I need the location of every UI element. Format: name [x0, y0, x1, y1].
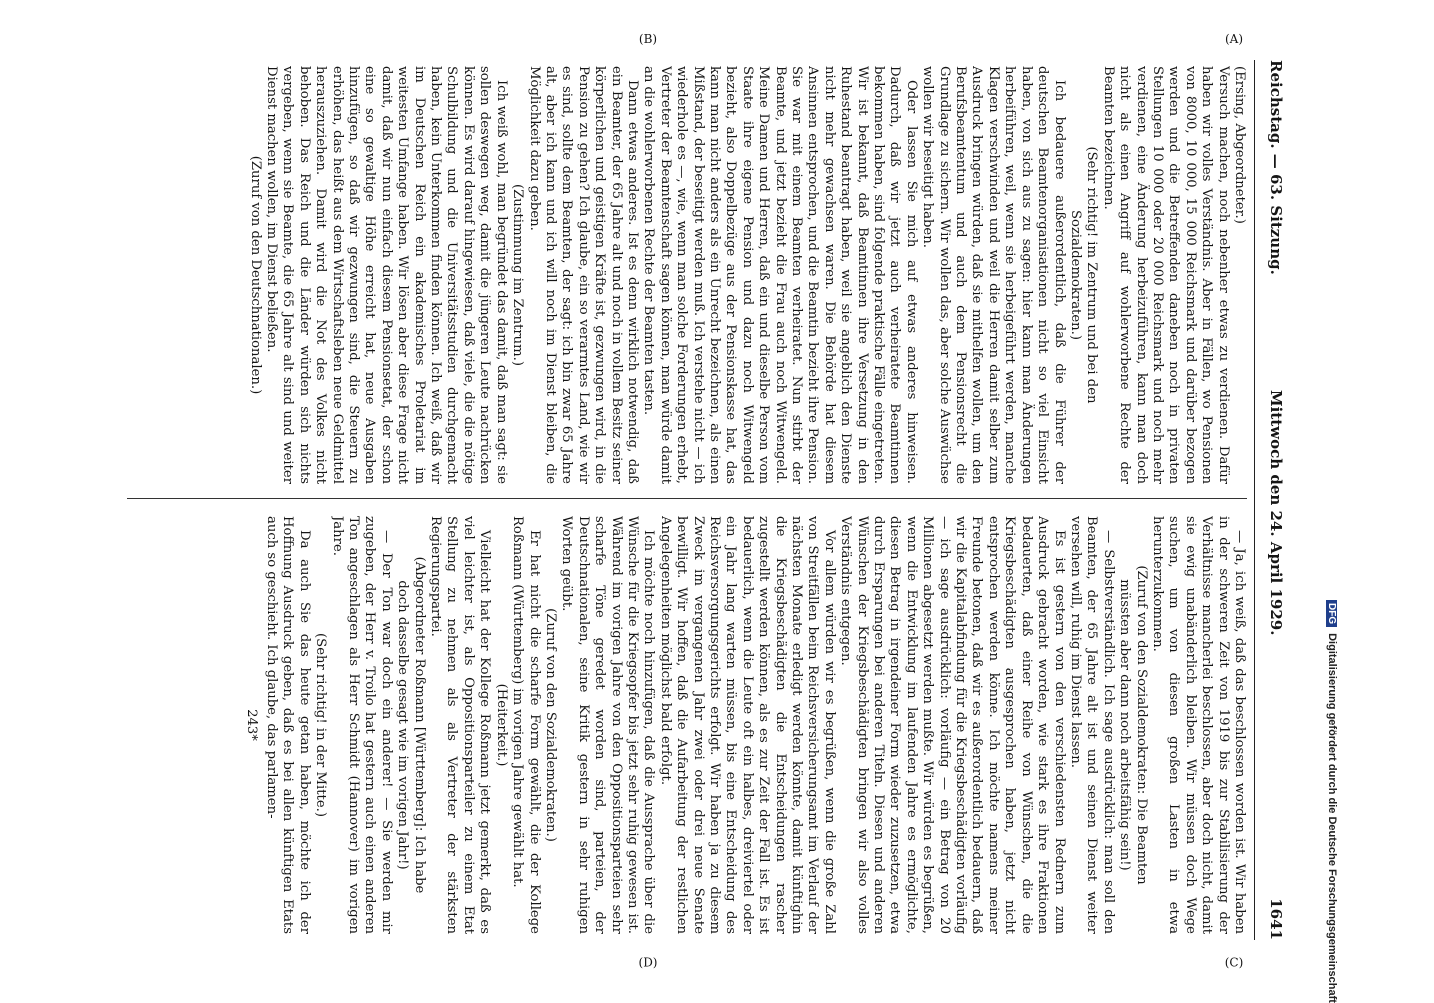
paragraph: — Der Ton war doch ein anderer! — Sie werden mir zugeben, der Herr v. Troilo hat gestern auch einen anderen Ton angeschlagen als Herr Schmidt (Hannover) im vorigen Jahre. [329, 516, 394, 934]
interjection: (Zuruf von den Deutschnationalen.) [247, 155, 263, 395]
paragraph: Dann etwas anderes. Ist es denn wirklich notwendig, daß ein Beamter, der 65 Jahre alt und noch in vollem Besitz seiner körperlichen und geistigen Kräfte ist, gezwungen wird, in die Pension zu gehen? Ich glaube, ein so verarmtes Land, wie wir es sind, sollte dem Beamten, der sagt: ich bin zwar 65 Jahre alt, aber ich kann und ich will noch im Dienst bleiben, die Möglichkeit dazu geben. [526, 66, 640, 484]
dfg-logo: DFG [1326, 600, 1337, 627]
interjection: (Zuruf von den Sozialdemokraten.) [542, 608, 558, 842]
header-session: Reichstag. — 63. Sitzung. [1267, 60, 1285, 275]
paragraph: — Ja, ich weiß, daß das beschlossen worden ist. Wir haben in der schweren Zeit von 1919 bis zur Stabilisierung der Verhältnisse mancherlei beschlossen, aber doch nicht, damit sie ewig unabänderlich bleiben. Wir müssen doch Wege suchen, um von diesen großen Lasten in etwa herunterzukommen. [1149, 516, 1247, 934]
paragraph: Oder lassen Sie mich auf etwas anderes hinweisen. Dadurch, daß wir jetzt auch verheiratete Beamtinnen bekommen haben, sind folgende praktische Fälle eingetreten. Wir ist bekannt, daß Beamtinnen ihre Versetzung in den Ruhestand beantragt haben, weil sie angeblich den Dienste nicht mehr gewachsen waren. Die Behörde hat diesem Ansinnen entsprochen, und die Beamtin bezieht ihre Pension. Sie war mit einem Beamten verheiratet. Nun stirbt der Beamte, und jetzt bezieht die Frau auch noch Witwengeld. Meine Damen und Herren, daß ein und dieselbe Person vom Staate ihre eigene Pension und dazu noch Witwengeld bezieht, also Doppelbezüge aus der Pensionskasse hat, das kann man nicht anders als ein Unrecht bezeichnen, als einen Mißstand, der beseitigt werden muß. Ich verstehe nicht — ich wiederhole es —, wie, wenn man solche Forderungen erhebt, Vertreter der Beamtenschaft sagen können, man würde damit an die wohlerworbenen Rechte der Beamten tasten. [641, 66, 919, 484]
digitization-credit [1326, 600, 1338, 1003]
paragraph: Ich möchte noch hinzufügen, daß die Aussprache über die Wünsche für die Kriegsopfer bis jetzt sehr ruhig gewesen ist. Während im vorigen Jahre von den Oppositionsparteien sehr scharfe Töne geredet worden sind, parteien, der Deutschnationalen, seine Kritik gestern in sehr ruhigen Worten geübt. [559, 516, 657, 934]
margin-marker-a: (A) [1224, 32, 1244, 47]
page-header [1259, 60, 1285, 940]
margin-marker-c: (C) [1224, 955, 1244, 970]
paragraph: Vielleicht hat der Kollege Roßmann jetzt gemerkt, daß es viel leichter ist, als Oppositionsparteiler zu einem Etat Stellung zu nehmen als als Vertreter der stärksten Regierungspartei. [428, 516, 493, 934]
interjection: (Heiterkeit.) [493, 683, 509, 767]
interjection: (Zustimmung im Zentrum.) [510, 183, 526, 367]
paragraph: Versuch machen, noch nebenher etwas zu verdienen. Dafür haben wir volles Verständnis. Aber in Fällen, wo Pensionen von 8000, 10 000, 15 000 Reichsmark und darüber bezogen werden und die Betreffenden daneben noch in privaten Stellungen 10 000 oder 20 000 Reichsmark und noch mehr verdienen, eine Änderung herbeizuführen, kann man doch nicht als einen Angriff auf wohlerworbene Rechte der Beamten bezeichnen. [1100, 66, 1231, 484]
interjection: (Zuruf von den Sozialdemokraten: Die Beamten müssten aber dann noch arbeitsfähig sein!) [1117, 565, 1149, 885]
paragraph: Er hat nicht die scharfe Form gewählt, die der Kollege Roßmann (Württemberg) im vorigen Jahre gewählt hat. [510, 516, 542, 934]
header-date: Mittwoch den 24. April 1929. [1267, 390, 1285, 636]
margin-marker-b: (B) [638, 32, 658, 47]
left-column [117, 66, 1247, 484]
speaker-label: (Ersing, Abgeordneter.) [1232, 66, 1247, 224]
header-rule [1254, 60, 1255, 940]
paragraph: Ich weiß wohl, man begründet das damit, daß man sagt: sie sollen deswegen weg, damit die jüngeren Leute nachrücken können. Es wird darauf hingewiesen, daß viele, die die nötige Schulbildung und die Universitätsstudien durchgemacht haben, kein Unterkommen finden können. Ich weiß, daß wir im Deutschen Reich ein akademisches Proletariat im weitesten Umfange haben. Wir lösen aber diese Frage nicht damit, daß wir nun einfach diesem Pensionsetat, der schon eine so gewaltige Höhe erreicht hat, neue Ausgaben hinzufügen, so daß wir gezwungen sind, die Steuern zu erhöhen, das heißt aus dem Wirtschaftsleben neue Geldmittel herauszuziehen. Damit wird die Not des Volkes nicht behoben. Das Reich und die Länder würden sich nichts vergeben, wenn sie Beamte, die 65 Jahre alt sind und weiter Dienst machen wollen, im Dienst beließen. [264, 66, 509, 484]
paragraph: Es ist gestern von den verschiedensten Rednern zum Ausdruck gebracht worden, wie stark es ihre Fraktionen bedauerten, daß einer Reihe von Wünschen, die die Kriegsbeschädigten ausgesprochen haben, jetzt nicht entsprochen werden könne. Ich möchte namens meiner Freunde betonen, daß wir es außerordentlich bedauern, daß wir die Kapitalabfindung für die Kriegsbeschädigten vorläufig — ich sage ausdrücklich: vorläufig — ein Betrag von 20 Millionen abgesetzt werden mußte. Wir würden es begrüßen, wenn die Entwicklung im laufenden Jahre es ermöglichte, diesen Betrag in irgendeiner Form wieder zuzusetzen, etwa durch Ersparungen bei anderen Titeln. Diesen und anderen Wünschen der Kriegsbeschädigten bringen wir also volles Verständnis entgegen. [838, 516, 1067, 934]
margin-marker-d: (D) [638, 955, 658, 970]
right-column [117, 516, 1247, 934]
column-divider [127, 498, 1247, 499]
paragraph: — Selbstverständlich. Ich sage ausdrücklich: man soll den Beamten, der 65 Jahre alt ist und seinen Dienst weiter versehen will, ruhig im Dienst lassen. [1067, 516, 1116, 934]
page-number: 1641 [1267, 898, 1285, 940]
signature-mark: 243* [243, 709, 259, 741]
paragraph: Da auch Sie das heute getan haben, möchte ich der Hoffnung Ausdruck geben, daß es bei allen künftigen Etats auch so geschieht. Ich glaube, das parlamen- [264, 516, 312, 934]
paragraph: Vor allem würden wir es begrüßen, wenn die große Zahl von Streitfällen beim Reichsversicherungsamt im Verlauf der nächsten Monate erledigt werden könnte, damit künftighin die Kriegsbeschädigten die Entscheidungen rascher zugestellt werden können, als es zur Zeit der Fall ist. Es ist bedauerlich, wenn die Leute oft ein halbes, dreiviertel oder ein Jahr lang warten müssen, bis eine Entscheidung des Reichsversorgungsgerichts erfolgt. Wir haben ja zu diesem Zweck im vergangenen Jahr zwei oder drei neue Senate bewilligt. Wir hoffen, daß die Aufarbeitung der restlichen Angelegenheiten möglichst bald erfolgt. [657, 516, 837, 934]
document-page [105, 32, 1285, 970]
paragraph: Ich bedauere außerordentlich, daß die Führer der deutschen Beamtenorganisationen nicht so viel Einsicht haben, von sich aus zu sagen: hier kann man Änderungen herbeiführen, weil, wenn sie herbeigeführt werden, manche Klagen verschwinden und weil die Herren damit selber zum Ausdruck bringen würden, daß sie mithelfen wollen, um den Berufsbeamtentum und auch dem Pensionsrecht die Grundlage zu sichern. Wir wollen das, aber solche Auswüchse wollen wir beseitigt haben. [920, 66, 1067, 484]
interjection: (Abgeordneter Roßmann [Württemberg]: Ich habe doch dasselbe gesagt wie im vorigen Jahr!) [395, 556, 427, 894]
interjection: (Sehr richtig! im Zentrum und bei den Sozialdemokraten.) [1067, 146, 1100, 404]
interjection: (Sehr richtig! in der Mitte.) [313, 633, 329, 817]
credit-text: Digitalisierung gefördert durch die Deutsche Forschungsgemeinschaft [1326, 633, 1338, 1003]
